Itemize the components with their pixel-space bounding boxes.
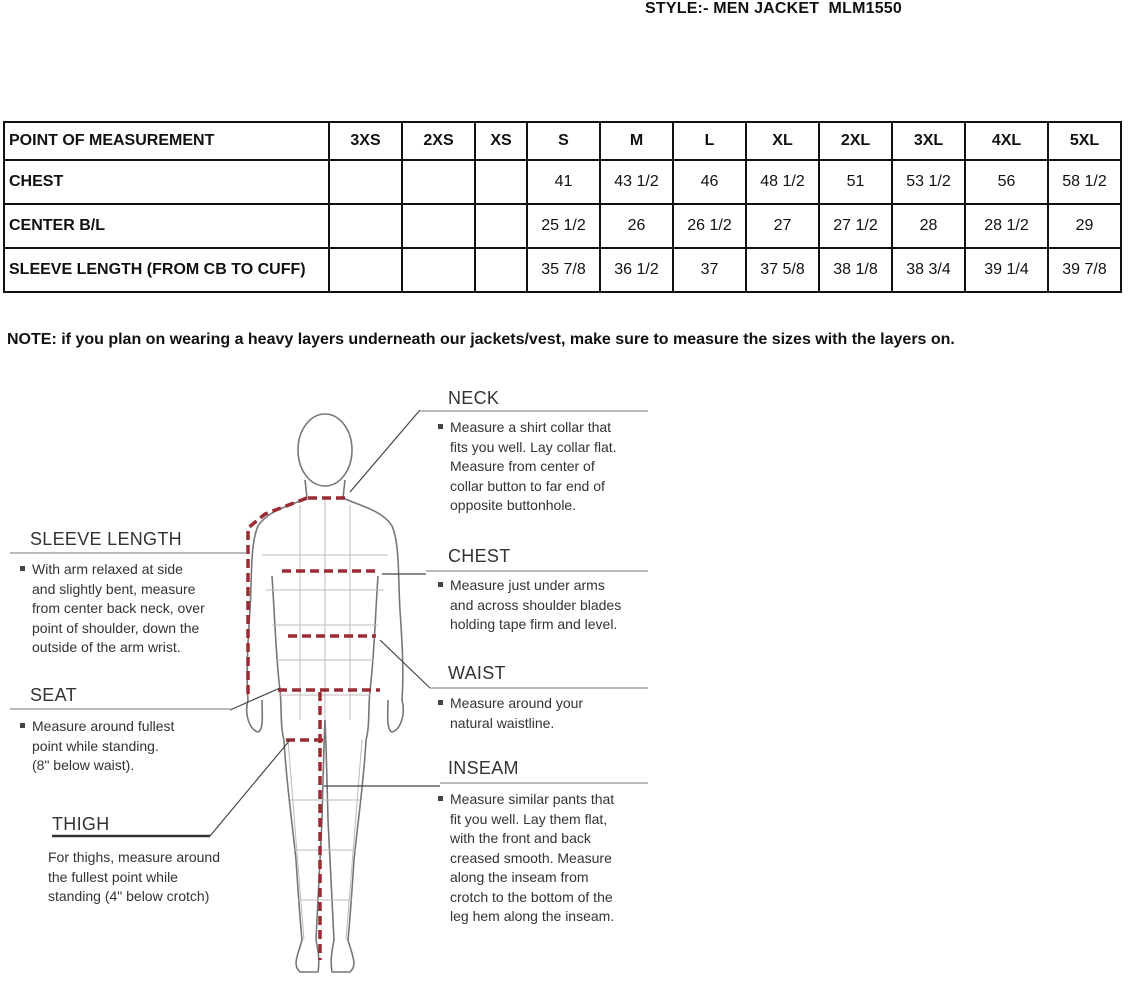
table-cell: 51	[819, 160, 892, 204]
table-row	[4, 248, 1121, 292]
table-header-cell: 5XL	[1048, 122, 1121, 160]
measurement-point-cell: CHEST	[4, 160, 329, 204]
table-header-cell: XS	[475, 122, 527, 160]
table-header-cell: 2XS	[402, 122, 475, 160]
table-cell: 48 1/2	[746, 160, 819, 204]
measurement-point-cell: CENTER B/L	[4, 204, 329, 248]
inseam-rule	[440, 782, 648, 784]
measurement-diagram	[0, 380, 1132, 992]
table-cell	[329, 204, 402, 248]
table-cell: 28	[892, 204, 965, 248]
inseam-label: INSEAM	[448, 758, 519, 778]
note-text: NOTE: if you plan on wearing a heavy layers underneath our jackets/vest, make sure to measure the sizes with the layers on.	[7, 331, 955, 348]
table-header-cell: 2XL	[819, 122, 892, 160]
table-header-cell: M	[600, 122, 673, 160]
inseam-description: Measure similar pants that fit you well. Lay them flat, with the front and back creased smooth. Measure along the inseam from crotch to the bottom of the leg hem along the inseam.	[450, 790, 614, 927]
table-cell: 37	[673, 248, 746, 292]
table-row	[4, 160, 1121, 204]
table-cell: 38 3/4	[892, 248, 965, 292]
table-cell: 37 5/8	[746, 248, 819, 292]
table-header-cell: XL	[746, 122, 819, 160]
table-cell: 27	[746, 204, 819, 248]
table-cell: 43 1/2	[600, 160, 673, 204]
table-cell	[329, 160, 402, 204]
waist-label: WAIST	[448, 663, 506, 683]
table-cell: 36 1/2	[600, 248, 673, 292]
table-header-row	[4, 122, 1121, 160]
measure-lines	[248, 498, 380, 960]
chest-label: CHEST	[448, 546, 511, 566]
size-chart-table	[3, 121, 1122, 293]
table-cell	[402, 248, 475, 292]
table-header-cell: S	[527, 122, 600, 160]
thigh-label: THIGH	[52, 814, 110, 834]
table-cell	[475, 204, 527, 248]
table-cell: 26	[600, 204, 673, 248]
table-cell: 46	[673, 160, 746, 204]
table-cell: 27 1/2	[819, 204, 892, 248]
sleeve-length-label: SLEEVE LENGTH	[30, 529, 182, 549]
table-header-cell: L	[673, 122, 746, 160]
neck-description: Measure a shirt collar that fits you well. Lay collar flat. Measure from center of collar button to far end of opposite buttonhole.	[450, 418, 617, 516]
table-cell: 35 7/8	[527, 248, 600, 292]
table-header-cell: POINT OF MEASUREMENT	[4, 122, 329, 160]
style-title: STYLE:- MEN JACKET MLM1550	[645, 0, 902, 17]
seat-label: SEAT	[30, 685, 77, 705]
table-header-cell: 3XL	[892, 122, 965, 160]
table-cell	[475, 248, 527, 292]
measurement-point-cell: SLEEVE LENGTH (FROM CB TO CUFF)	[4, 248, 329, 292]
thigh-description: For thighs, measure around the fullest point while standing (4" below crotch)	[48, 849, 220, 904]
sleeve-length-description: With arm relaxed at side and slightly bent, measure from center back neck, over point of shoulder, down the outside of the arm wrist.	[32, 560, 205, 658]
neck-rule	[420, 410, 648, 412]
waist-description: Measure around your natural waistline.	[450, 694, 583, 733]
table-cell	[402, 204, 475, 248]
seat-description: Measure around fullest point while standing. (8" below waist).	[32, 717, 174, 776]
table-cell: 39 7/8	[1048, 248, 1121, 292]
table-header-cell: 3XS	[329, 122, 402, 160]
chest-description: Measure just under arms and across shoulder blades holding tape firm and level.	[450, 576, 621, 635]
table-cell	[329, 248, 402, 292]
table-cell	[402, 160, 475, 204]
table-cell: 58 1/2	[1048, 160, 1121, 204]
table-cell: 38 1/8	[819, 248, 892, 292]
table-cell: 28 1/2	[965, 204, 1048, 248]
table-cell: 53 1/2	[892, 160, 965, 204]
chest-rule	[426, 570, 648, 572]
table-cell: 26 1/2	[673, 204, 746, 248]
waist-rule	[430, 687, 648, 689]
table-cell: 29	[1048, 204, 1121, 248]
table-header-cell: 4XL	[965, 122, 1048, 160]
neck-label: NECK	[448, 388, 500, 408]
table-cell: 39 1/4	[965, 248, 1048, 292]
table-cell: 41	[527, 160, 600, 204]
table-cell: 25 1/2	[527, 204, 600, 248]
sleeve-length-rule	[10, 552, 246, 554]
table-cell: 56	[965, 160, 1048, 204]
table-cell	[475, 160, 527, 204]
table-row	[4, 204, 1121, 248]
seat-rule	[10, 708, 230, 710]
